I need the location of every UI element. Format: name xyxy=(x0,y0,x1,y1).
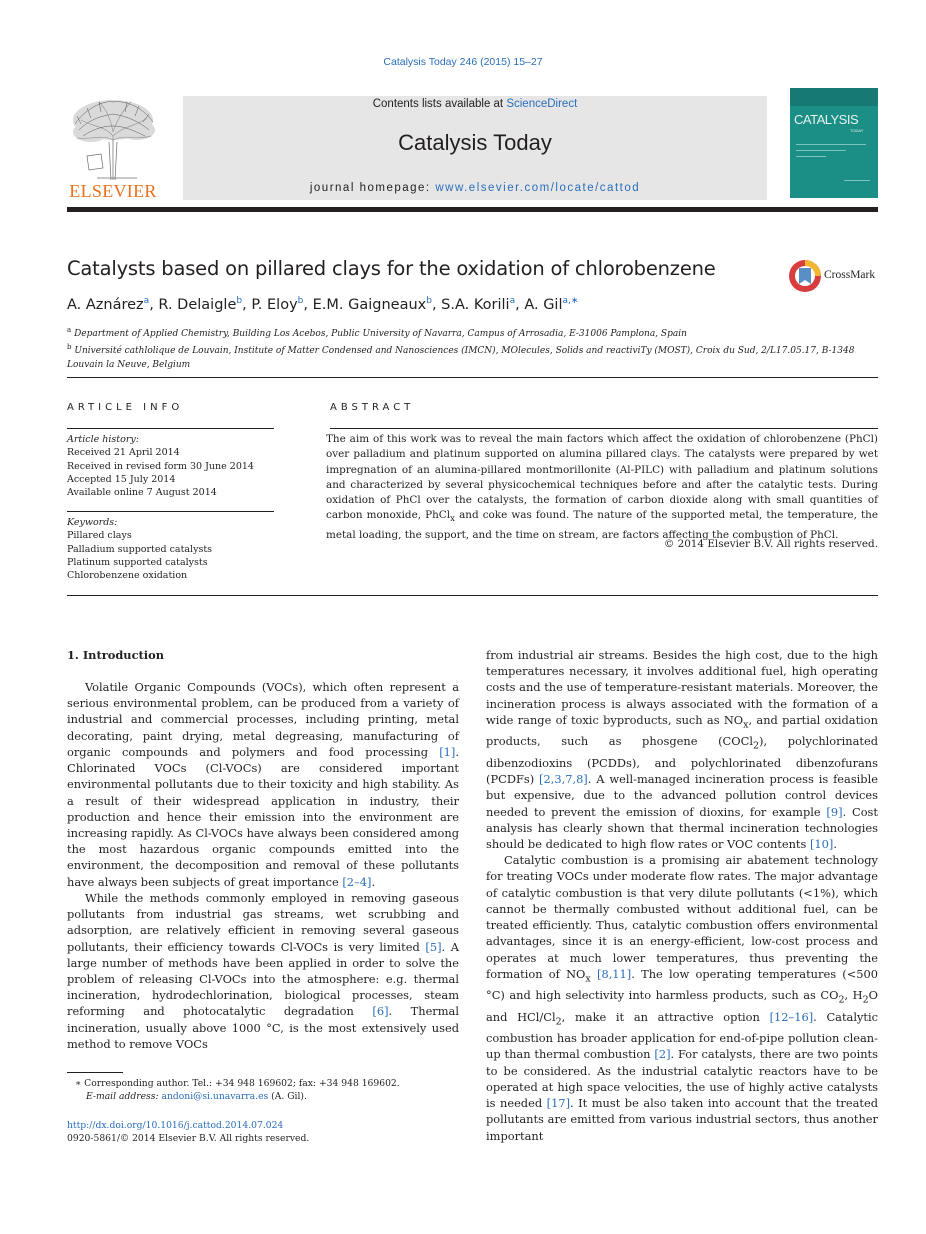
divider xyxy=(67,428,274,429)
cover-subtitle: TODAY xyxy=(850,128,864,133)
email-link[interactable]: andoni@si.unavarra.es xyxy=(161,1091,269,1103)
section-heading-introduction: 1. Introduction xyxy=(67,648,164,662)
history-item: Available online 7 August 2014 xyxy=(67,487,217,499)
cover-text-line xyxy=(844,180,870,181)
body-column-left xyxy=(67,679,459,1052)
citation-link[interactable]: [2] xyxy=(654,1047,671,1062)
citation-link[interactable]: [6] xyxy=(372,1004,389,1019)
paragraph: Volatile Organic Compounds (VOCs), which often represent a serious environmental problem, can be produced from a variety of industrial and commercial processes, including printing, metal decorating, paint drying, metal degreasing, manufacturing of organic compounds and polymers and food processing [1]. Chlorinated VOCs (Cl-VOCs) are considered important environmental pollutants due to their toxicity and high stability. As a result of their widespread application in industry, their production and hence their emission into the environment are increasing rapidly. As Cl-VOCs have always been considered among the most hazardous organic compounds emitted into the environment, the decomposition and removal of these pollutants have always been subjects of great importance [2–4]. xyxy=(67,680,459,889)
article-title: Catalysts based on pillared clays for the oxidation of chlorobenzene xyxy=(67,257,716,280)
elsevier-tree-icon xyxy=(67,96,159,182)
divider xyxy=(67,511,274,512)
author-list: A. Aznárez$^a$, R. Delaigle$^b$, P. Eloy$^b$, E.M. Gaigneaux$^b$, S.A. Korili$^a$, A. Gil$^{a,∗}$ xyxy=(67,296,579,313)
corresponding-author-footnote xyxy=(67,1077,459,1104)
author[interactable]: S.A. Korili$^a$ xyxy=(441,296,516,313)
header-rule xyxy=(67,207,878,212)
journal-banner xyxy=(183,96,767,200)
contents-prefix: Contents lists available at xyxy=(372,98,507,110)
contents-line xyxy=(183,98,767,110)
citation-link[interactable]: [1] xyxy=(439,744,456,759)
paragraph: While the methods commonly employed in removing gaseous pollutants from industrial gas streams, wet scrubbing and adsorption, are relatively efficient in removing several gaseous pollutants, their efficiency towards Cl-VOCs is very limited [5]. A large number of methods have been applied in order to solve the problem of releasing Cl-VOCs into the atmosphere: e.g. thermal incineration, hydrodechlorination, biological processes, steam reforming and photocatalytic degradation [6]. Thermal incineration, usually above 1000 °C, is the most extensively used method to remove VOCs xyxy=(67,890,460,1051)
citation-link[interactable]: [17] xyxy=(546,1096,571,1111)
divider xyxy=(67,595,878,596)
article-info-heading: ARTICLE INFO xyxy=(67,402,184,413)
affiliation-a: $^a$ Department of Applied Chemistry, Building Los Acebos, Public University of Navarra, Campus of Arrosadia, E-31006 Pamplona, Spain xyxy=(67,326,687,339)
author[interactable]: A. Aznárez$^a$ xyxy=(67,296,150,313)
sciencedirect-link[interactable]: ScienceDirect xyxy=(506,98,578,110)
article-history xyxy=(67,433,274,499)
journal-homepage-link[interactable]: www.elsevier.com/locate/cattod xyxy=(435,182,641,194)
affiliation-b: $^b$ Université cathlolique de Louvain, Institute of Matter Condensed and Nanosciences (IMCN), MOlecules, Solids and reactiviTy (MOST), Croix du Sud, 2/L17.05.17, B-1348 Louvain la Neuve, Belgium xyxy=(67,343,855,370)
citation-link[interactable]: [2–4] xyxy=(342,874,372,889)
crossmark-icon xyxy=(788,258,822,294)
keyword: Palladium supported catalysts xyxy=(67,543,213,555)
cover-band xyxy=(790,88,878,106)
citation-link[interactable]: [10] xyxy=(809,836,834,851)
homepage-line xyxy=(183,182,767,194)
footnote-rule xyxy=(67,1072,123,1073)
keywords xyxy=(67,516,274,582)
journal-reference-link[interactable]: Catalysis Today 246 (2015) 15–27 xyxy=(383,56,543,68)
cover-title: CATALYSIS xyxy=(794,112,859,127)
paragraph: Catalytic combustion is a promising air abatement technology for treating VOCs under moderate flow rates. The major advantage of catalytic combustion is that very dilute pollutants (<1%), which cannot be thermally combusted without additional fuel, can be treated efficiently. Thus, catalytic combustion offers environmental advantages, since it is an energy-efficient, low-cost process and operates at much lower temperatures, thus preventing the formation of $NO_x$ [8,11]. The low operating temperatures (<500 °C) and high selectivity into harmless products, such as $CO_2$, $H_2O$ and HCl/$Cl_2$, make it an attractive option [12–16]. Catalytic combustion has broader application for end-of-pipe pollution clean-up than thermal combustion [2]. For catalysts, there are two points to be considered. As the industrial catalytic reactors have to be operated at high space velocities, the use of highly active catalysts is needed [17]. It must be also taken into account that the treated pollutants are emitted from various industrial sectors, thus another important xyxy=(486,853,879,1143)
author[interactable]: R. Delaigle$^b$ xyxy=(158,296,243,313)
citation-link[interactable]: [9] xyxy=(826,804,843,819)
journal-masthead xyxy=(67,96,878,200)
history-item: Received in revised form 30 June 2014 xyxy=(67,460,254,472)
crossmark-label: CrossMark xyxy=(824,269,876,281)
citation-link[interactable]: [2,3,7,8] xyxy=(539,772,588,787)
keyword: Chlorobenzene oxidation xyxy=(67,570,188,582)
journal-title: Catalysis Today xyxy=(398,130,552,155)
abstract-heading: ABSTRACT xyxy=(330,402,415,413)
abstract-copyright: © 2014 Elsevier B.V. All rights reserved. xyxy=(663,538,878,550)
doi-block xyxy=(67,1119,459,1146)
divider xyxy=(330,428,878,429)
author[interactable]: E.M. Gaigneaux$^b$ xyxy=(312,296,432,313)
homepage-prefix: journal homepage: xyxy=(309,182,436,194)
journal-cover-thumbnail xyxy=(790,88,878,198)
publisher-wordmark: ELSEVIER xyxy=(69,181,157,201)
issn-copyright: 0920-5861/© 2014 Elsevier B.V. All rights reserved. xyxy=(67,1133,310,1145)
corresponding-author: ∗ Corresponding author. Tel.: +34 948 169602; fax: +34 948 169602. xyxy=(75,1078,400,1089)
author[interactable]: P. Eloy$^b$ xyxy=(251,296,304,313)
history-label: Article history: xyxy=(67,434,139,445)
divider xyxy=(67,377,878,378)
doi-link[interactable]: http://dx.doi.org/10.1016/j.cattod.2014.07.024 xyxy=(67,1120,284,1131)
history-item: Accepted 15 July 2014 xyxy=(67,473,176,485)
history-item: Received 21 April 2014 xyxy=(67,447,180,459)
citation-link[interactable]: [5] xyxy=(425,939,442,954)
cover-text-line xyxy=(796,156,826,157)
keyword: Platinum supported catalysts xyxy=(67,556,208,568)
paragraph: from industrial air streams. Besides the high cost, due to the high temperatures necessary, it involves additional fuel, high operating costs and the use of temperature-resistant materials. Moreover, the incineration process is always associated with the formation of a wide range of toxic byproducts, such as $NO_x$, and partial oxidation products, such as phosgene (COCl$_2$), polychlorinated dibenzodioxins (PCDDs), and polychlorinated dibenzofurans (PCDFs) [2,3,7,8]. A well-managed incineration process is feasible but expensive, due to the advanced pollution control devices needed to prevent the emission of dioxins, for example [9]. Cost analysis has clearly shown that thermal incineration technologies should be dedicated to high flow rates or VOC contents [10]. xyxy=(486,648,878,851)
citation-link[interactable]: [12–16] xyxy=(769,1009,814,1024)
affiliations xyxy=(67,324,878,372)
abstract-text: The aim of this work was to reveal the main factors which affect the oxidation of chlorobenzene (PhCl) over palladium and platinum supported on alumina pillared clays. The catalysts were prepared by wet impregnation of an alumina-pillared montmorillonite (Al-PILC) with palladium and platinum solutions and characterized by several physicochemical techniques before and after the catalytic tests. During oxidation of PhCl over the catalysts, the formation of carbon dioxide along with small quantities of carbon monoxide, PhCl$_x$ and coke was found. The nature of the supported metal, the temperature, the metal loading, the support, and the time on stream, are factors affecting the combustion of PhCl. xyxy=(326,433,878,541)
keywords-label: Keywords: xyxy=(67,517,118,528)
keyword: Pillared clays xyxy=(67,530,132,542)
crossmark-button[interactable] xyxy=(788,258,880,294)
email-line: E-mail address: andoni@si.unavarra.es (A. Gil). xyxy=(86,1091,307,1103)
body-column-right xyxy=(486,647,878,1144)
author[interactable]: A. Gil$^{a,∗}$ xyxy=(524,296,579,313)
citation-link[interactable]: [8,11] xyxy=(597,966,632,981)
cover-text-line xyxy=(796,144,866,145)
cover-text-line xyxy=(796,150,846,151)
